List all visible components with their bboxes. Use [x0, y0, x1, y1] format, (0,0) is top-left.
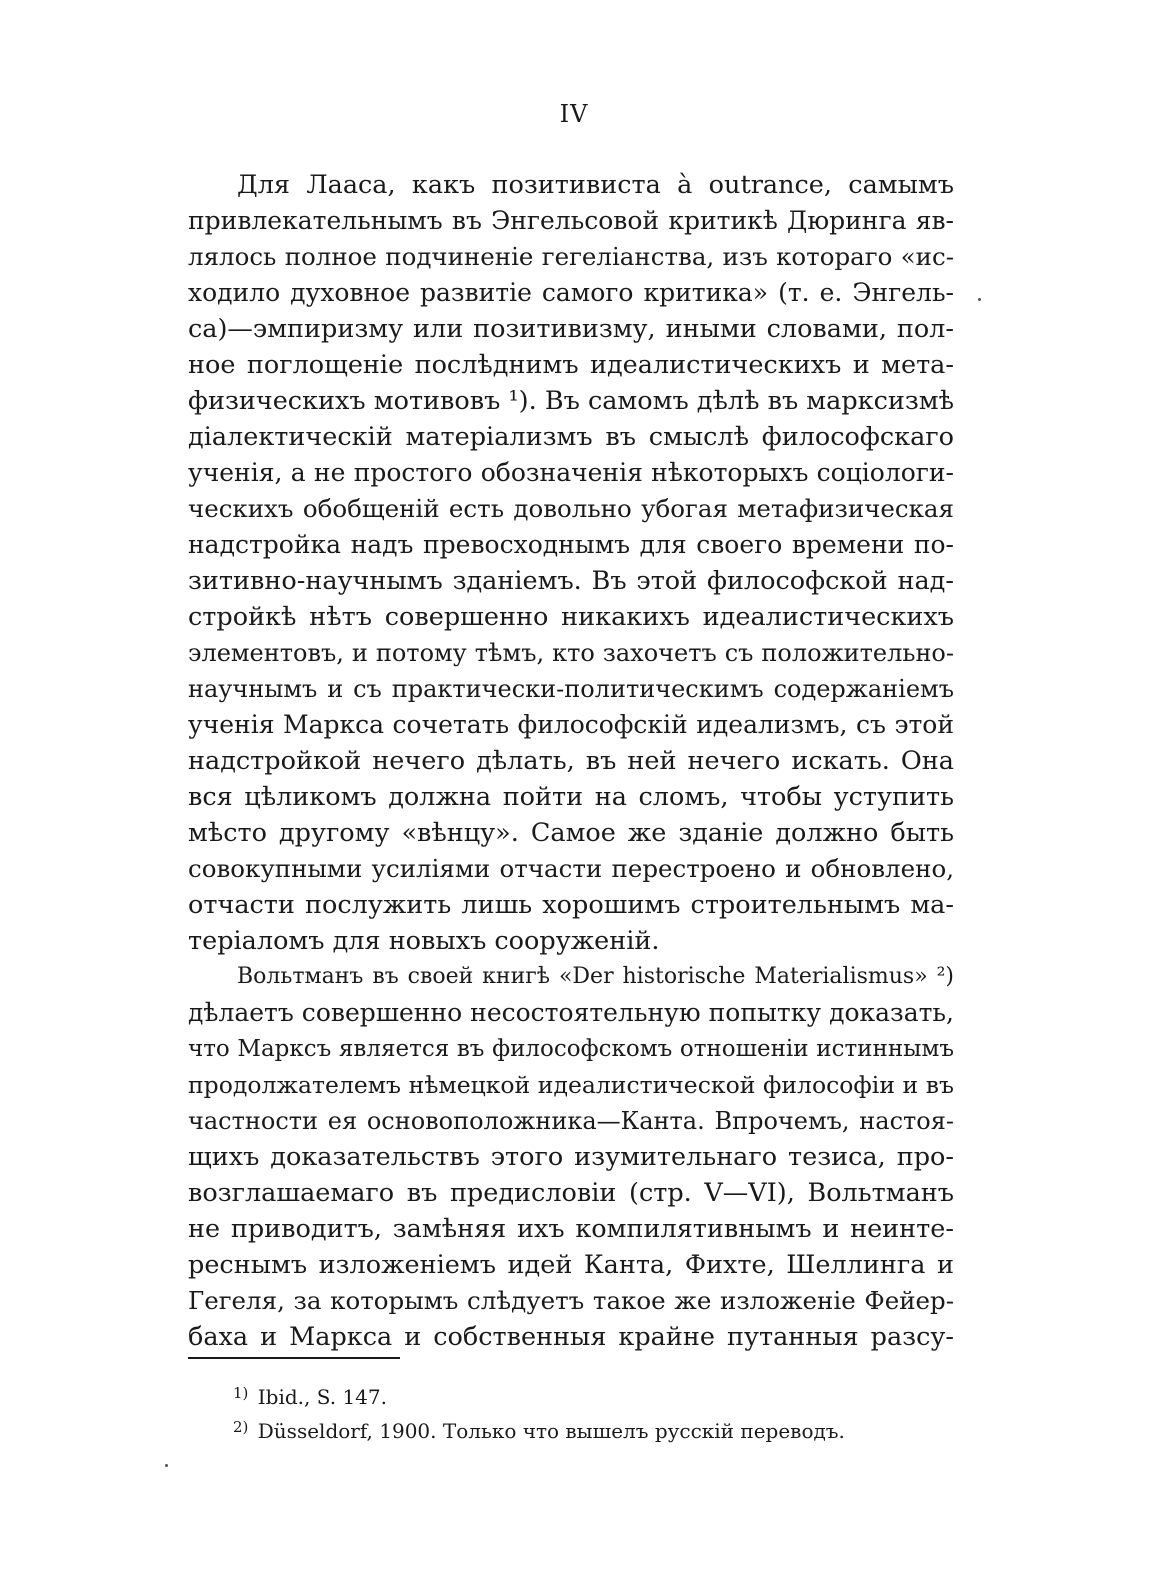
text-line: вся цѣликомъ должна пойти на сломъ, чтобы уступить: [188, 782, 954, 812]
text-line: отчасти послужить лишь хорошимъ строительнымъ ма-: [188, 890, 954, 920]
text-line: ходило духовное развитіе самого критика» (т. е. Энгель-: [188, 278, 954, 307]
text-line: мѣсто другому «вѣнцу». Самое же зданіе должно быть: [188, 818, 954, 848]
footnote-marker: 2): [233, 1418, 249, 1436]
page-number: IV: [559, 100, 589, 128]
text-line: ученія Маркса сочетать философскій идеализмъ, съ этой: [188, 710, 954, 739]
footnote-text: Ibid., S. 147.: [257, 1385, 387, 1409]
text-line: надстройка надъ превосходнымъ для своего времени по-: [188, 530, 954, 559]
text-line: элементовъ, и потому тѣмъ, кто захочетъ съ положительно-: [188, 639, 954, 667]
footnote: [233, 1412, 845, 1442]
text-line: привлекательнымъ въ Энгельсовой критикѣ Дюринга яв-: [188, 206, 954, 235]
text-line: Гегеля, за которымъ слѣдуетъ такое же изложеніе Фейер-: [188, 1286, 954, 1315]
text-line: не приводитъ, замѣняя ихъ компилятивнымъ и неинте-: [188, 1214, 954, 1244]
footnote-text: Düsseldorf, 1900. Только что вышелъ русскій переводъ.: [257, 1419, 845, 1443]
text-line: совокупными усиліями отчасти перестроено и обновлено,: [188, 854, 954, 883]
text-line: ное поглощеніе послѣднимъ идеалистическихъ и мета-: [188, 350, 954, 380]
text-line: баха и Маркса и собственныя крайне путанныя разсу-: [188, 1322, 954, 1352]
text-line: что Марксъ является въ философскомъ отношеніи истиннымъ: [188, 1036, 954, 1062]
text-line: реснымъ изложеніемъ идей Канта, Фихте, Шеллинга и: [188, 1250, 954, 1280]
text-line: ученія, а не простого обозначенія нѣкоторыхъ соціологи-: [188, 458, 954, 487]
text-line: стройкѣ нѣтъ совершенно никакихъ идеалистическихъ: [188, 602, 954, 632]
footnote-separator: [188, 1357, 400, 1359]
text-line: зитивно-научнымъ зданіемъ. Въ этой философской над-: [188, 566, 954, 596]
scan-speck: [978, 298, 981, 301]
text-line: лялось полное подчиненіе гегеліанства, изъ котораго «ис-: [188, 242, 954, 271]
text-line: Для Лааса, какъ позитивиста à outrance, самымъ: [237, 170, 954, 200]
footnote: [233, 1378, 387, 1408]
scan-speck: [165, 1464, 168, 1467]
text-line: возглашаемаго въ предисловіи (стр. V—VI), Вольтманъ: [188, 1178, 954, 1208]
text-line: ческихъ обобщеній есть довольно убогая метафизическая: [188, 494, 954, 523]
text-line: щихъ доказательствъ этого изумительнаго тезиса, про-: [188, 1142, 954, 1172]
text-line: діалектическій матеріализмъ въ смыслѣ философскаго: [188, 422, 954, 452]
text-line: физическихъ мотивовъ ¹). Въ самомъ дѣлѣ въ марксизмѣ: [188, 386, 954, 416]
text-line: Вольтманъ въ своей книгѣ «Der historische Materialismus» ²): [237, 964, 954, 989]
text-line: частности ея основоположника—Канта. Впрочемъ, настоя-: [188, 1107, 954, 1135]
text-line: са)—эмпиризму или позитивизму, иными словами, пол-: [188, 314, 954, 344]
footnote-marker: 1): [233, 1384, 249, 1402]
text-line: научнымъ и съ практически-политическимъ содержаніемъ: [188, 675, 954, 703]
text-line: теріаломъ для новыхъ сооруженій.: [188, 926, 660, 956]
text-line: надстройкой нечего дѣлать, въ ней нечего искать. Она: [188, 746, 954, 776]
text-line: дѣлаетъ совершенно несостоятельную попытку доказать,: [188, 998, 954, 1027]
text-line: продолжателемъ нѣмецкой идеалистической философіи и въ: [188, 1071, 954, 1099]
